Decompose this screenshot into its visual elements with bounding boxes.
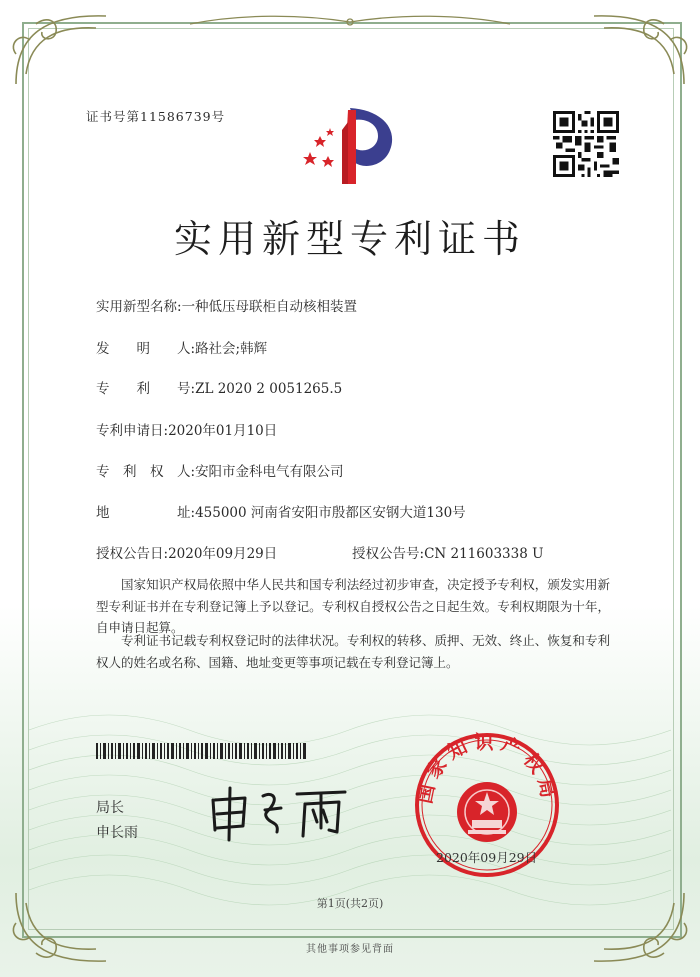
- field-label: 授权公告日:: [96, 546, 169, 562]
- field-label: 地 址:: [96, 505, 196, 521]
- field-label: 专利申请日:: [96, 423, 169, 439]
- field-label: 发 明 人:: [96, 341, 196, 357]
- field-value: 455000 河南省安阳市殷都区安钢大道130号: [195, 505, 466, 521]
- field-label: 实用新型名称:: [96, 299, 182, 315]
- field-value: CN 211603338 U: [424, 546, 544, 562]
- director-signature: [205, 782, 355, 842]
- seal-date: 2020年09月29日: [436, 850, 538, 865]
- field-label: 专 利 号:: [96, 381, 196, 397]
- field-value: 路社会;韩辉: [195, 341, 268, 357]
- field-grant-number: [352, 542, 543, 562]
- director-title: 局长: [96, 800, 124, 816]
- field-value: ZL 2020 2 0051265.5: [195, 381, 343, 397]
- top-border-ornament: [40, 12, 660, 34]
- seal-text: 国家知识产权局: [413, 731, 561, 806]
- field-label: 授权公告号:: [352, 546, 425, 562]
- field-value: 2020年01月10日: [168, 423, 278, 439]
- qr-code: [553, 111, 619, 177]
- field-value: 安阳市金科电气有限公司: [195, 464, 344, 480]
- certificate-title: 实用新型专利证书: [173, 217, 526, 261]
- barcode: [96, 743, 306, 759]
- field-patent-number: [96, 377, 342, 397]
- statement-paragraph-2: 专利证书记载专利权登记时的法律状况。专利权的转移、质押、无效、终止、恢复和专利权人的姓名或名称、国籍、地址变更等事项记载在专利登记簿上。: [96, 633, 610, 670]
- cnipa-logo: [298, 100, 408, 188]
- field-utility-model-name: [96, 295, 357, 315]
- certificate-number: 证书号第11586739号: [86, 109, 226, 124]
- field-grant-date: [96, 542, 277, 562]
- field-label: 专 利 权 人:: [96, 464, 196, 480]
- field-inventor: [96, 337, 267, 357]
- field-patentee: [96, 460, 344, 480]
- field-value: 一种低压母联柜自动核相装置: [181, 299, 358, 315]
- page-number: 第1页(共2页): [316, 897, 384, 910]
- footer-note: 其他事项参见背面: [306, 944, 394, 955]
- field-value: 2020年09月29日: [168, 546, 278, 562]
- statement-paragraph-1: 国家知识产权局依照中华人民共和国专利法经过初步审查，决定授予专利权，颁发实用新型专利证书并在专利登记簿上予以登记。专利权自授权公告之日起生效。专利权期限为十年，自申请日起算。: [96, 577, 610, 635]
- field-address: [96, 501, 466, 521]
- field-filing-date: [96, 419, 277, 439]
- director-name: 申长雨: [96, 825, 138, 841]
